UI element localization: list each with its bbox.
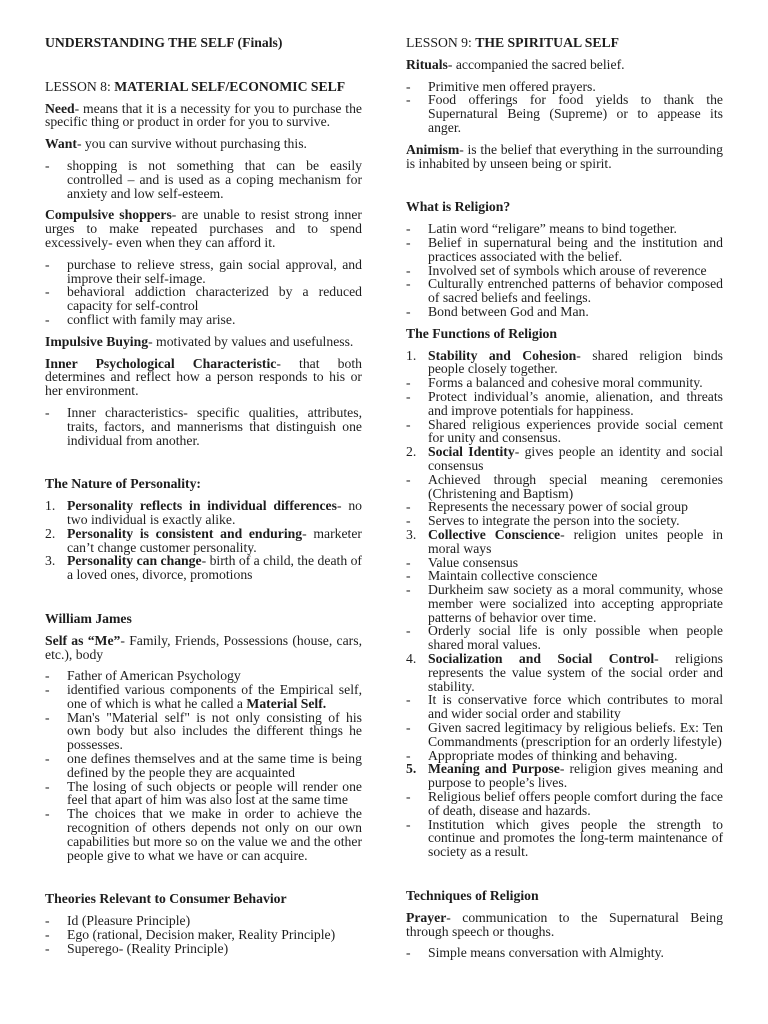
bullet-marker: - xyxy=(406,471,411,487)
term: Stability and Cohesion xyxy=(428,347,577,363)
definition-prayer xyxy=(406,911,723,939)
bullet-marker: - xyxy=(406,816,411,832)
list-item xyxy=(406,236,723,264)
bullet-marker: - xyxy=(406,262,411,278)
bullet-marker: - xyxy=(406,692,411,708)
personality-list xyxy=(45,499,362,582)
bullet-marker: - xyxy=(406,499,411,515)
bullet-marker: - xyxy=(406,945,411,961)
list-item xyxy=(406,790,723,818)
list-item-text: Achieved through special meaning ceremonies (Christening and Baptism) xyxy=(428,471,723,501)
term: Animism xyxy=(406,141,460,157)
list-item xyxy=(45,258,362,286)
definition: - shared religion binds people closely together. xyxy=(428,347,723,377)
list-item-text: Appropriate modes of thinking and behaving. xyxy=(428,747,678,763)
bullet-marker: - xyxy=(406,221,411,237)
bullet-marker: - xyxy=(406,92,411,108)
item-number: 4. xyxy=(406,651,417,667)
list-item xyxy=(406,721,723,749)
list-item-text: The choices that we make in order to achieve the recognition of others depends not only on our own capabilities but more so on the value we and the other people give to what we have or can acquire. xyxy=(67,806,362,863)
section-heading-techniques-of-religion: Techniques of Religion xyxy=(406,888,539,904)
list-item-text: Protect individual’s anomie, alienation, and threats and improve potentials for happiness. xyxy=(428,388,723,418)
list-item xyxy=(45,928,362,942)
lesson-9-heading xyxy=(406,36,723,50)
list-item xyxy=(406,583,723,624)
definition: - you can survive without purchasing this. xyxy=(76,136,307,152)
numbered-item-text xyxy=(428,349,723,377)
left-column xyxy=(45,36,362,964)
bullet-marker: - xyxy=(45,256,50,272)
bullet-marker: - xyxy=(45,682,50,698)
definition-compulsive-shoppers xyxy=(45,208,362,249)
section-heading-william-james: William James xyxy=(45,610,132,626)
definition: - communication to the Supernatural Being through speech or thoughs. xyxy=(406,909,723,939)
list-item-text: Superego- (Reality Principle) xyxy=(67,940,229,956)
definition: - religion gives meaning and purpose to people’s lives. xyxy=(428,761,724,791)
bullet-marker: - xyxy=(406,388,411,404)
numbered-item-text xyxy=(428,528,723,556)
term: Rituals xyxy=(406,56,448,72)
definition: - that both determines and reflect how a person responds to his or her environment. xyxy=(45,355,362,399)
bullet-marker: - xyxy=(406,554,411,570)
definition: - gives people an identity and social consensus xyxy=(428,444,723,473)
bullet-marker: - xyxy=(406,720,411,736)
list-item-text: Serves to integrate the person into the society. xyxy=(428,513,680,529)
list-item-text: Forms a balanced and cohesive moral community. xyxy=(428,375,703,391)
bullet-marker: - xyxy=(45,668,50,684)
inner-list xyxy=(45,406,362,447)
term: Social Identity xyxy=(428,444,515,460)
bullet-marker: - xyxy=(406,78,411,94)
bullet-marker: - xyxy=(45,751,50,767)
list-item xyxy=(406,390,723,418)
list-item-text: Shared religious experiences provide social cement for unity and consensus. xyxy=(428,416,723,446)
list-item xyxy=(406,500,723,514)
numbered-item-text xyxy=(428,652,723,693)
term: Prayer xyxy=(406,909,447,925)
definition: - is the belief that everything in the surrounding is inhabited by unseen being or spirit. xyxy=(406,141,723,171)
list-item xyxy=(406,473,723,501)
want-list xyxy=(45,159,362,200)
list-item-text: Given sacred legitimacy by religious beliefs. Ex: Ten Commandments (prescription for an orderly lifestyle) xyxy=(428,720,723,749)
list-item-text: Food offerings for food yields to thank the Supernatural Being (Supreme) or to appease its anger. xyxy=(428,92,723,135)
list-item xyxy=(406,80,723,94)
term: Impulsive Buying xyxy=(45,333,149,349)
definition: - religions represents the value system of the social order and stability. xyxy=(428,651,723,694)
list-item xyxy=(45,285,362,313)
bullet-marker: - xyxy=(45,806,50,822)
list-item-text: Bond between God and Man. xyxy=(428,303,589,319)
list-item-text: Man's "Material self" is not only consisting of his own body but also includes the different things he possesses. xyxy=(67,709,362,753)
list-item xyxy=(406,264,723,278)
bullet-marker: - xyxy=(406,623,411,639)
numbered-item xyxy=(406,445,723,473)
term: Personality can change xyxy=(67,553,202,569)
definition: - Family, Friends, Possessions (house, cars, etc.), body xyxy=(45,632,362,662)
list-item xyxy=(406,693,723,721)
item-number: 3. xyxy=(406,526,417,542)
list-item xyxy=(45,711,362,752)
list-item xyxy=(406,818,723,859)
list-item-text: It is conservative force which contributes to moral and wider social order and stability xyxy=(428,692,723,722)
definition: - religion unites people in moral ways xyxy=(428,526,723,556)
definition-rituals xyxy=(406,58,723,72)
definition-impulsive-buying xyxy=(45,335,362,349)
list-item xyxy=(45,406,362,447)
bullet-marker: - xyxy=(406,789,411,805)
list-item xyxy=(406,556,723,570)
list-item-text: identified various components of the Empirical self, one of which is what he called a xyxy=(67,682,362,711)
term: Self as “Me” xyxy=(45,632,121,648)
list-item xyxy=(406,418,723,446)
term: Compulsive shoppers xyxy=(45,207,172,223)
numbered-item xyxy=(406,349,723,377)
list-item-text: Orderly social life is only possible when people shared moral values. xyxy=(428,623,723,653)
section-heading-nature-of-personality: The Nature of Personality: xyxy=(45,476,201,492)
rituals-list xyxy=(406,80,723,135)
lesson-title: THE SPIRITUAL SELF xyxy=(475,35,619,50)
definition-self-as-me xyxy=(45,634,362,662)
definition: - birth of a child, the death of a loved ones, divorce, promotions xyxy=(67,553,362,583)
definition: - no two individual is exactly alike. xyxy=(67,498,363,527)
bullet-marker: - xyxy=(45,913,50,929)
numbered-item xyxy=(406,528,723,556)
list-item xyxy=(45,752,362,780)
numbered-item-text xyxy=(67,499,362,527)
list-item xyxy=(406,624,723,652)
list-item-text: The losing of such objects or people will render one feel that apart of him was also lost at the same time xyxy=(67,778,362,808)
list-item-text: Religious belief offers people comfort during the face of death, disease and hazards. xyxy=(428,789,723,818)
term: Meaning and Purpose xyxy=(428,761,560,777)
list-item xyxy=(45,780,362,808)
list-item-text: shopping is not something that can be easily controlled – and is used as a coping mechanism for anxiety and low self-esteem. xyxy=(67,157,362,201)
lesson-label: LESSON 9: xyxy=(406,35,476,50)
functions-list xyxy=(406,349,723,859)
term: Socialization and Social Control xyxy=(428,651,655,667)
page-title: UNDERSTANDING THE SELF (Finals) xyxy=(45,35,283,50)
numbered-item xyxy=(406,652,723,693)
definition: - are unable to resist strong inner urges to make repeated purchases and to spend excessively- even when they can afford it. xyxy=(45,207,362,250)
bullet-marker: - xyxy=(406,568,411,584)
list-item xyxy=(406,305,723,319)
theories-list xyxy=(45,914,362,955)
list-item-text: Inner characteristics- specific qualities, attributes, traits, factors, and mannerisms that distinguish one individual from another. xyxy=(67,404,362,448)
list-item xyxy=(45,159,362,200)
list-item xyxy=(45,683,362,711)
item-number: 2. xyxy=(45,525,56,541)
definition-need xyxy=(45,102,362,130)
list-item-text: Ego (rational, Decision maker, Reality Principle) xyxy=(67,927,336,943)
definition: - marketer can’t change customer personality. xyxy=(67,525,362,555)
bullet-marker: - xyxy=(45,311,50,327)
list-item xyxy=(45,313,362,327)
definition: - accompanied the sacred belief. xyxy=(447,56,625,72)
definition: - motivated by values and usefulness. xyxy=(148,333,354,349)
term: Personality is consistent and enduring xyxy=(67,525,303,541)
numbered-item-text xyxy=(67,554,362,582)
list-item-text: Simple means conversation with Almighty. xyxy=(428,945,664,961)
list-item xyxy=(406,514,723,528)
list-item xyxy=(45,914,362,928)
definition: - means that it is a necessity for you to purchase the specific thing or product in order for you to survive. xyxy=(45,100,362,130)
item-number: 3. xyxy=(45,553,56,569)
list-item-text: Father of American Psychology xyxy=(67,668,241,684)
term: Want xyxy=(45,136,77,152)
prayer-list xyxy=(406,946,723,960)
term: Personality reflects in individual differences xyxy=(67,498,337,514)
list-item xyxy=(406,749,723,763)
list-item-text: Value consensus xyxy=(428,554,519,570)
item-number: 1. xyxy=(45,498,56,514)
bullet-marker: - xyxy=(45,157,50,173)
list-item xyxy=(45,669,362,683)
item-number: 5. xyxy=(406,761,417,777)
bullet-marker: - xyxy=(406,234,411,250)
numbered-item xyxy=(45,527,362,555)
emphasis-material-self: Material Self. xyxy=(246,695,327,711)
list-item-text: Maintain collective conscience xyxy=(428,568,598,584)
bullet-marker: - xyxy=(45,940,50,956)
list-item xyxy=(45,942,362,956)
numbered-item-text xyxy=(428,445,723,473)
term: Inner Psychological Characteristic xyxy=(45,355,277,371)
bullet-marker: - xyxy=(406,375,411,391)
list-item xyxy=(406,277,723,305)
compulsive-list xyxy=(45,258,362,327)
numbered-item-text xyxy=(67,527,362,555)
list-item xyxy=(45,807,362,862)
bullet-marker: - xyxy=(45,927,50,943)
list-item-text: Culturally entrenched patterns of behavior composed of sacred beliefs and feelings. xyxy=(428,276,723,306)
term: Need xyxy=(45,100,75,116)
list-item xyxy=(406,376,723,390)
list-item-text-wrapper xyxy=(67,683,362,711)
definition-want xyxy=(45,137,362,151)
section-heading-theories: Theories Relevant to Consumer Behavior xyxy=(45,891,287,907)
bullet-marker: - xyxy=(406,582,411,598)
list-item-text: purchase to relieve stress, gain social approval, and improve their self-image. xyxy=(67,256,362,286)
bullet-marker: - xyxy=(406,416,411,432)
list-item-text: behavioral addiction characterized by a reduced capacity for self-control xyxy=(67,284,362,314)
list-item-text: Primitive men offered prayers. xyxy=(428,78,596,94)
bullet-marker: - xyxy=(45,284,50,300)
bullet-marker: - xyxy=(406,513,411,529)
list-item-text: Latin word “religare” means to bind together. xyxy=(428,221,677,237)
william-james-list xyxy=(45,669,362,862)
item-number: 1. xyxy=(406,347,417,363)
numbered-item xyxy=(406,762,723,790)
item-number: 2. xyxy=(406,444,417,460)
list-item-text: Involved set of symbols which arouse of reverence xyxy=(428,262,707,278)
definition-inner-psychological-characteristic xyxy=(45,357,362,398)
list-item-text: Durkheim saw society as a moral community, whose member were socialized into accepting appropriate patterns of behavior over time. xyxy=(428,582,723,625)
list-item-text: Belief in supernatural being and the institution and practices associated with the belief. xyxy=(428,234,723,264)
right-column xyxy=(406,36,723,968)
term: Collective Conscience xyxy=(428,526,561,542)
list-item-text: Id (Pleasure Principle) xyxy=(67,913,191,929)
list-item xyxy=(406,93,723,134)
list-item xyxy=(406,946,723,960)
list-item-text: Represents the necessary power of social group xyxy=(428,499,688,515)
bullet-marker: - xyxy=(45,404,50,420)
numbered-item-text xyxy=(428,762,723,790)
list-item xyxy=(406,222,723,236)
lesson-title: MATERIAL SELF/ECONOMIC SELF xyxy=(114,78,346,94)
numbered-item xyxy=(45,499,362,527)
bullet-marker: - xyxy=(45,778,50,794)
religion-list xyxy=(406,222,723,319)
list-item xyxy=(406,569,723,583)
list-item-text: one defines themselves and at the same time is being defined by the people they are acquainted xyxy=(67,751,362,780)
list-item-text: Institution which gives people the strength to continue and promotes the long-term maintenance of society as a result. xyxy=(428,816,723,860)
lesson-8-heading xyxy=(45,80,362,94)
bullet-marker: - xyxy=(45,709,50,725)
numbered-item xyxy=(45,554,362,582)
section-heading-functions-of-religion: The Functions of Religion xyxy=(406,325,557,341)
list-item-text: conflict with family may arise. xyxy=(67,311,236,327)
bullet-marker: - xyxy=(406,747,411,763)
bullet-marker: - xyxy=(406,276,411,292)
bullet-marker: - xyxy=(406,303,411,319)
definition-animism xyxy=(406,143,723,171)
lesson-label: LESSON 8: xyxy=(45,78,115,94)
section-heading-what-is-religion: What is Religion? xyxy=(406,199,511,215)
